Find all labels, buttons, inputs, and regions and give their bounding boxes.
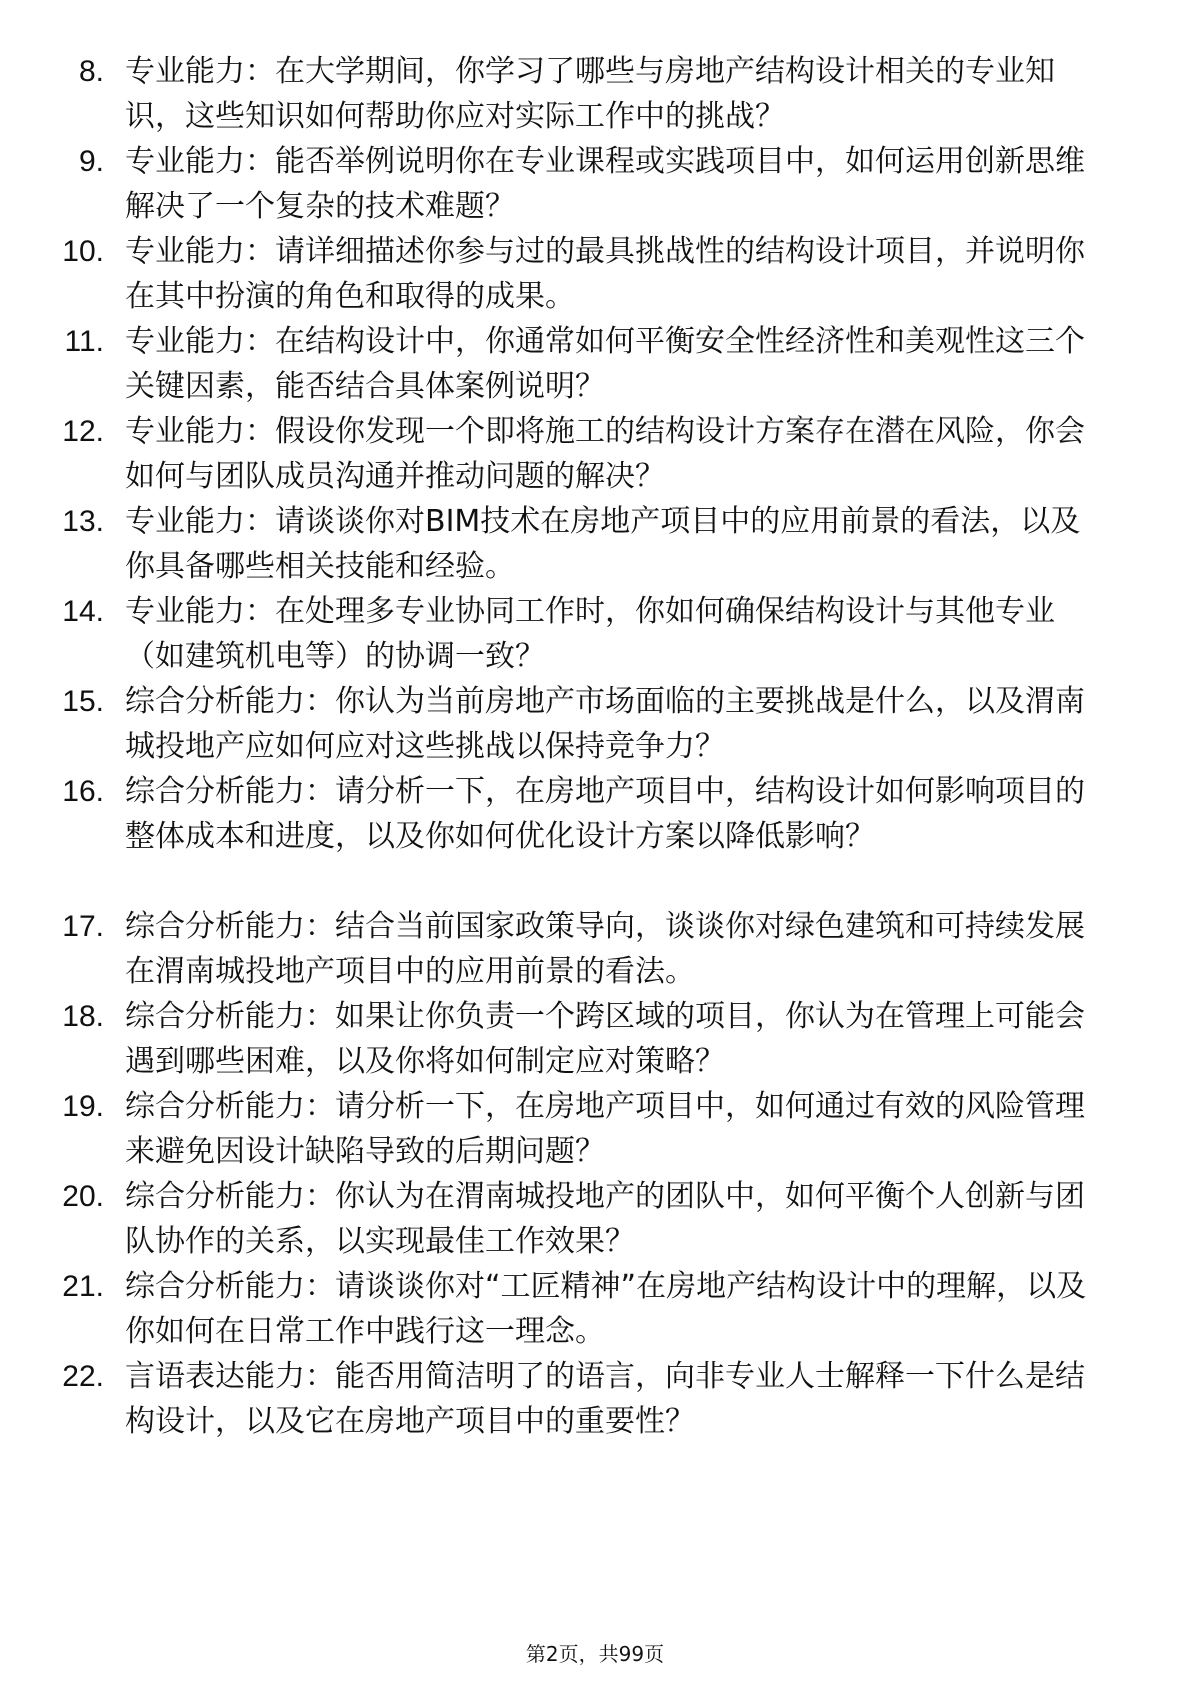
question-text: 综合分析能力：请分析一下，在房地产项目中，如何通过有效的风险管理来避免因设计缺陷导致的后期问题？ bbox=[125, 1089, 1085, 1169]
question-number: 21. bbox=[62, 1270, 104, 1303]
question-number: 17. bbox=[62, 910, 104, 943]
question-text: 专业能力：在处理多专业协同工作时，你如何确保结构设计与其他专业（如建筑机电等）的协调一致？ bbox=[125, 594, 1055, 674]
question-text: 专业能力：请详细描述你参与过的最具挑战性的结构设计项目，并说明你在其中扮演的角色和取得的成果。 bbox=[125, 234, 1085, 314]
question-number: 9. bbox=[78, 145, 104, 178]
question-text: 专业能力：请谈谈你对BIM技术在房地产项目中的应用前景的看法，以及你具备哪些相关技能和经验。 bbox=[125, 504, 1081, 584]
question-number: 12. bbox=[62, 415, 104, 448]
question-number: 22. bbox=[62, 1360, 104, 1393]
question-number: 8. bbox=[78, 55, 104, 88]
question-number: 16. bbox=[62, 775, 104, 808]
question-number: 15. bbox=[62, 685, 104, 718]
question-number: 11. bbox=[64, 325, 104, 358]
question-text: 综合分析能力：如果让你负责一个跨区域的项目，你认为在管理上可能会遇到哪些困难，以及你将如何制定应对策略？ bbox=[125, 999, 1085, 1079]
question-number: 19. bbox=[62, 1090, 104, 1123]
question-text: 综合分析能力：请谈谈你对“工匠精神”在房地产结构设计中的理解，以及你如何在日常工作中践行这一理念。 bbox=[125, 1269, 1087, 1349]
question-text: 综合分析能力：你认为在渭南城投地产的团队中，如何平衡个人创新与团队协作的关系，以实现最佳工作效果？ bbox=[125, 1179, 1085, 1259]
question-number: 18. bbox=[62, 1000, 104, 1033]
question-number: 13. bbox=[62, 505, 104, 538]
question-text: 专业能力：在结构设计中，你通常如何平衡安全性经济性和美观性这三个关键因素，能否结合具体案例说明？ bbox=[125, 324, 1085, 404]
page-footer: 第2页，共99页 bbox=[525, 1642, 665, 1666]
question-number: 10. bbox=[62, 235, 104, 268]
question-text: 综合分析能力：结合当前国家政策导向，谈谈你对绿色建筑和可持续发展在渭南城投地产项目中的应用前景的看法。 bbox=[125, 909, 1085, 989]
question-number: 20. bbox=[62, 1180, 104, 1213]
question-text: 专业能力：在大学期间，你学习了哪些与房地产结构设计相关的专业知识，这些知识如何帮助你应对实际工作中的挑战？ bbox=[125, 54, 1055, 134]
question-number: 14. bbox=[62, 595, 104, 628]
question-text: 专业能力：能否举例说明你在专业课程或实践项目中，如何运用创新思维解决了一个复杂的技术难题？ bbox=[125, 144, 1085, 224]
question-text: 专业能力：假设你发现一个即将施工的结构设计方案存在潜在风险，你会如何与团队成员沟通并推动问题的解决？ bbox=[125, 414, 1085, 494]
question-text: 综合分析能力：你认为当前房地产市场面临的主要挑战是什么，以及渭南城投地产应如何应对这些挑战以保持竞争力？ bbox=[125, 684, 1085, 764]
question-text: 言语表达能力：能否用简洁明了的语言，向非专业人士解释一下什么是结构设计，以及它在房地产项目中的重要性？ bbox=[125, 1359, 1085, 1439]
question-text: 综合分析能力：请分析一下，在房地产项目中，结构设计如何影响项目的整体成本和进度，以及你如何优化设计方案以降低影响？ bbox=[125, 774, 1085, 854]
